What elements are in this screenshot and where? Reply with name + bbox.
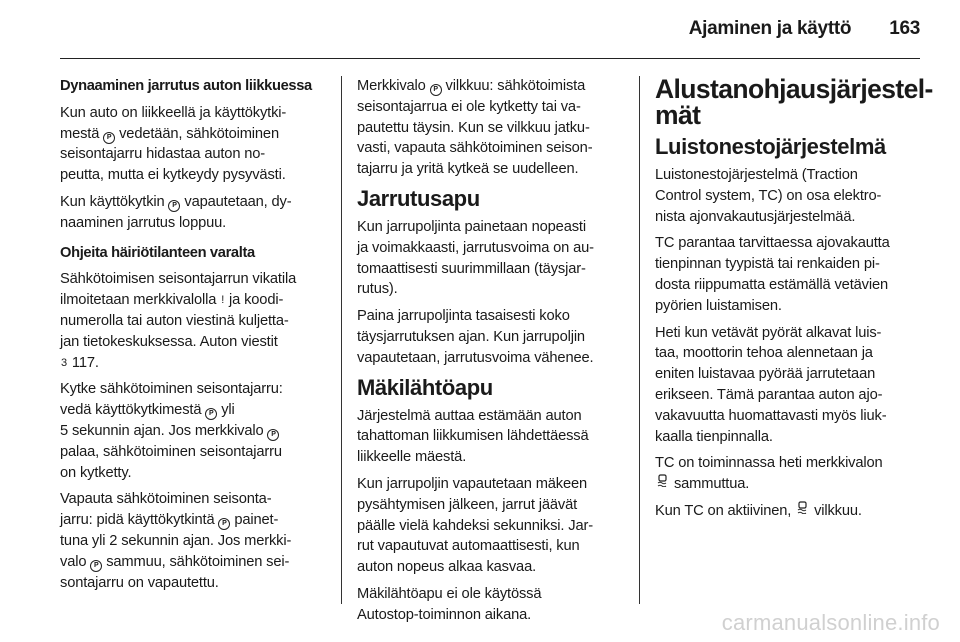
heading-hill-start-assist: Mäkilähtöapu <box>357 374 493 400</box>
paragraph: Vapauta sähkötoiminen seisonta- jarru: pidä käyttökytkintä P painet- tuna yli 2 sekunnin ajan. Jos merkki- valo P sammuu, sähkötoiminen sei- sontajarru on vapautettu. <box>60 491 292 591</box>
subheading-fault: Ohjeita häiriötilanteen varalta <box>60 244 255 261</box>
paragraph: TC parantaa tarvittaessa ajovakautta tienpinnan tyypistä tai renkaiden pi- dosta riippumatta estämällä vetävien pyörien luistamisen. <box>655 235 890 314</box>
parking-brake-icon: P <box>205 408 217 420</box>
parking-brake-icon: P <box>218 518 230 530</box>
page-header <box>60 18 920 46</box>
header-rule <box>60 58 920 59</box>
parking-brake-icon: P <box>267 429 279 441</box>
column-3 <box>655 74 933 528</box>
paragraph: Merkkivalo P vilkkuu: sähkötoimista seisontajarrua ei ole kytketty tai va- pautettu täysin. Kun se vilkkuu jatku- vasti, vapauta sähkötoiminen seison- tajarru ja yritä kytkeä se uudelleen. <box>357 78 593 178</box>
heading-chassis-control: Alustanohjausjärjestel- mät <box>655 74 933 130</box>
traction-control-icon <box>795 501 810 517</box>
paragraph: Kun TC on aktiivinen, vilkkuu. <box>655 502 862 519</box>
paragraph: Sähkötoimisen seisontajarrun vikatila ilmoitetaan merkkivalolla ! ja koodi- numerolla tai auton viestinä kuljetta- jan tietokeskuksessa. Auton viestit 3 117. <box>60 271 297 371</box>
watermark: carmanualsonline.info <box>721 610 940 635</box>
parking-brake-icon: P <box>168 200 180 212</box>
paragraph: Järjestelmä auttaa estämään auton tahattoman liikkumisen lähdettäessä liikkeelle mäestä. <box>357 407 589 466</box>
parking-brake-icon: P <box>430 84 442 96</box>
page-reference-arrow-icon: 3 <box>61 356 67 369</box>
paragraph: Kun auto on liikkeellä ja käyttökytki- mestä P vedetään, sähkötoiminen seisontajarru hidastaa auton no- peutta, mutta ei kytkeydy pysyvästi. <box>60 104 287 184</box>
paragraph: Heti kun vetävät pyörät alkavat luis- taa, moottorin tehoa alennetaan ja eniten luistavaa pyörää jarrutetaan erikseen. Tämä parantaa auton ajo- vakavuutta huomattavasti myös liuk- kaalla tienpinnalla. <box>655 324 887 445</box>
page-number: 163 <box>889 18 920 39</box>
chapter-title: Ajaminen ja käyttö <box>688 18 852 39</box>
paragraph: Kun jarrupoljin vapautetaan mäkeen pysähtymisen jälkeen, jarrut jäävät päälle vielä kahdeksi sekunniksi. Jar- rut vapautuvat automaattisesti, kun auton nopeus alkaa kasvaa. <box>357 475 593 576</box>
column-divider-1 <box>341 76 342 604</box>
warning-light-icon: ! <box>221 294 225 307</box>
column-2 <box>357 76 623 632</box>
traction-control-icon <box>655 474 670 490</box>
paragraph: TC on toiminnassa heti merkkivalon sammuttua. <box>655 455 883 493</box>
paragraph: Paina jarrupoljinta tasaisesti koko täysjarrutuksen ajan. Kun jarrupoljin vapautetaan, jarrutusvoima vähenee. <box>357 308 594 366</box>
page-reference: 117. <box>71 354 99 371</box>
paragraph: Luistonestojärjestelmä (Traction Control system, TC) on osa elektro- nista ajonvakautusjärjestelmää. <box>655 167 882 225</box>
column-1 <box>60 76 326 599</box>
paragraph: Kun jarrupoljinta painetaan nopeasti ja voimakkaasti, jarrutusvoima on au- tomaattisesti suurimmillaan (täysjar- rutus). <box>357 218 594 298</box>
heading-traction-control: Luistonestojärjestelmä <box>655 134 886 159</box>
parking-brake-icon: P <box>90 560 102 572</box>
paragraph: Kun käyttökytkin P vapautetaan, dy- naaminen jarrutus loppuu. <box>60 193 292 231</box>
paragraph: Kytke sähkötoiminen seisontajarru: vedä käyttökytkimestä P yli 5 sekunnin ajan. Jos merkkivalo P palaa, sähkötoiminen seisontajarru on kytketty. <box>60 381 283 481</box>
column-divider-2 <box>639 76 640 604</box>
paragraph: Mäkilähtöapu ei ole käytössä Autostop-toiminnon aikana. <box>357 585 542 623</box>
parking-brake-icon: P <box>103 132 115 144</box>
subheading-dynamic-braking: Dynaaminen jarrutus auton liikkuessa <box>60 78 312 94</box>
heading-brake-assist: Jarrutusapu <box>357 185 480 211</box>
